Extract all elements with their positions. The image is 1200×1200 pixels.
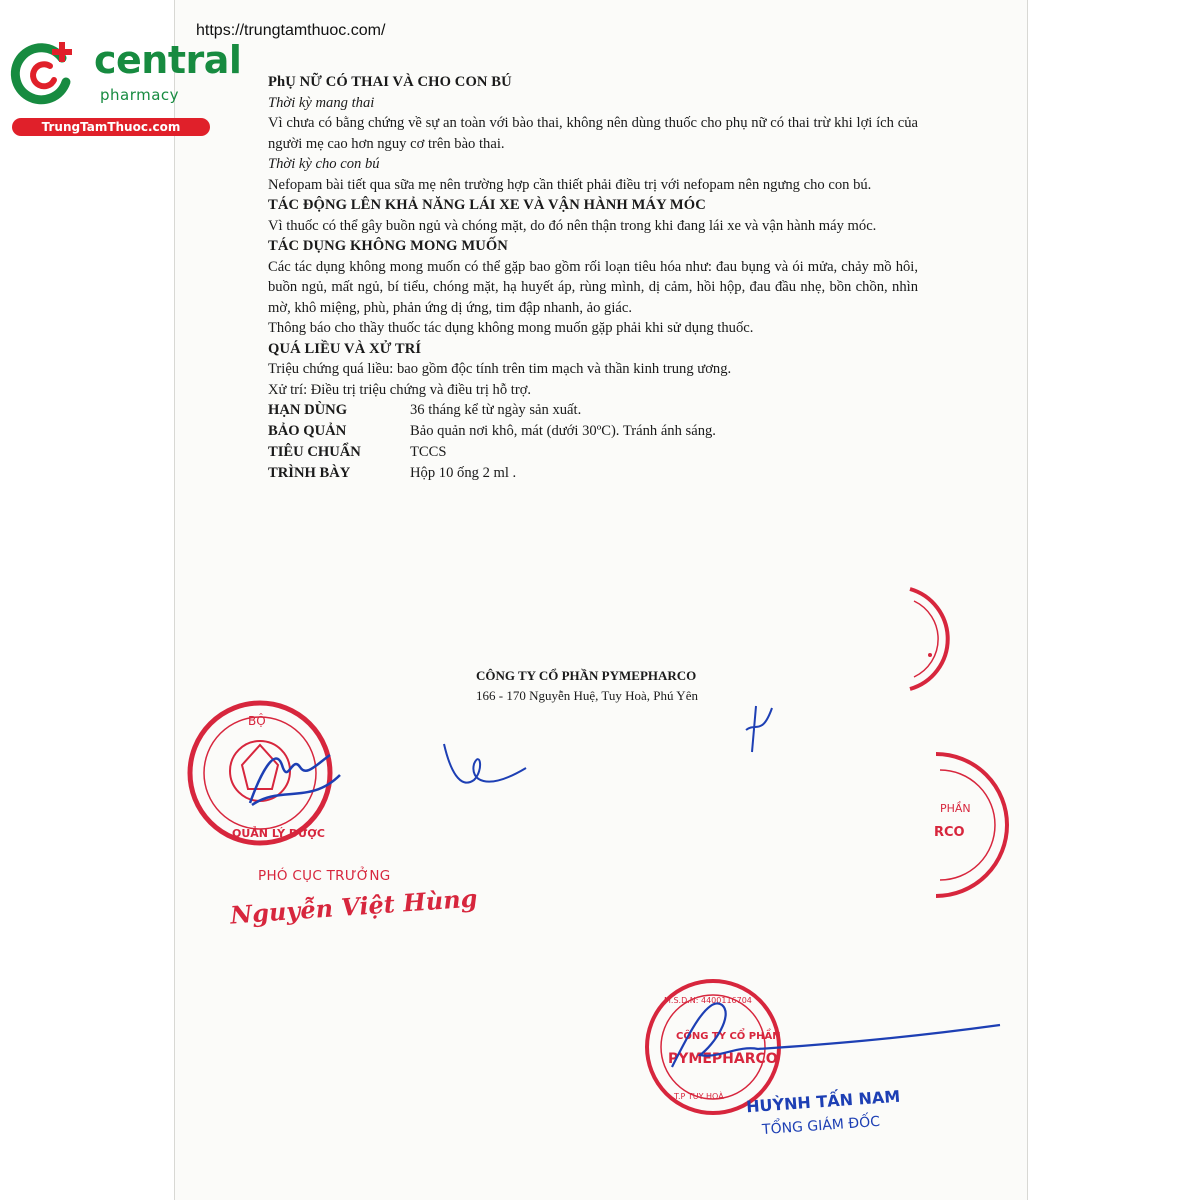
- signature-icon: [440, 740, 530, 800]
- spec-key: BẢO QUẢN: [268, 423, 347, 439]
- svg-text:M.S.D.N: 4400116704: M.S.D.N: 4400116704: [664, 996, 752, 1005]
- deputy-title: PHÓ CỤC TRƯỞNG: [258, 868, 391, 884]
- deputy-signature-name: Nguyễn Việt Hùng: [229, 883, 479, 930]
- company-address: 166 - 170 Nguyễn Huệ, Tuy Hoà, Phú Yên: [476, 688, 698, 703]
- partial-stamp-icon: [900, 585, 960, 695]
- svg-text:QUẢN LÝ DƯỢC: QUẢN LÝ DƯỢC: [232, 827, 325, 840]
- company-block: [476, 666, 698, 706]
- pregnancy-text: Vì chưa có bằng chứng về sự an toàn với bào thai, không nên dùng thuốc cho phụ nữ có thai trừ khi lợi ích của người mẹ cao hơn nguy cơ trên bào thai.: [268, 115, 918, 152]
- brand-subtitle: pharmacy: [100, 86, 180, 104]
- spec-value: 36 tháng kể từ ngày sản xuất.: [410, 402, 582, 418]
- svg-text:PYMEPHARCO: PYMEPHARCO: [668, 1051, 778, 1067]
- overdose-symptoms: Triệu chứng quá liều: bao gồm độc tính trên tim mạch và thần kinh trung ương.: [268, 361, 732, 377]
- spec-key: TIÊU CHUẨN: [268, 444, 361, 460]
- side-effects-heading: TÁC DỤNG KHÔNG MONG MUỐN: [268, 238, 508, 254]
- brand-site: TrungTamThuoc.com: [12, 118, 210, 136]
- svg-text:RCO: RCO: [934, 825, 965, 840]
- spec-key: HẠN DÙNG: [268, 402, 348, 418]
- overdose-heading: QUÁ LIỀU VÀ XỬ TRÍ: [268, 340, 422, 357]
- spec-value: TCCS: [410, 444, 447, 460]
- breastfeeding-text: Nefopam bài tiết qua sữa mẹ nên trường hợp cần thiết phải điều trị với nefopam nên ngưng cho con bú.: [268, 176, 872, 193]
- company-stamp-partial-icon: [930, 750, 1010, 900]
- driving-text: Vì thuốc có thể gây buồn ngủ và chóng mặt, do đó nên thận trong khi đang lái xe và vận hành máy móc.: [268, 217, 877, 234]
- spec-value: Bảo quản nơi khô, mát (dưới 30ºC). Tránh ánh sáng.: [410, 423, 716, 439]
- spec-row: [268, 421, 918, 442]
- svg-text:CÔNG TY CỔ PHẦN: CÔNG TY CỔ PHẦN: [676, 1031, 781, 1042]
- side-effects-text: Các tác dụng không mong muốn có thể gặp bao gồm rối loạn tiêu hóa như: đau bụng và ói mửa, chảy mồ hôi, buồn ngủ, mất ngủ, bí tiểu, chóng mặt, hạ huyết áp, rùng mình, dị cảm, hồi hộp, đau đầu nhẹ, bồn chồn, nhìn mờ, khô miệng, phù, phản ứng dị ứng, tim đập nhanh, ảo giác.: [268, 258, 918, 316]
- spec-row: [268, 400, 918, 421]
- ministry-stamp-icon: [180, 695, 350, 855]
- pregnancy-subheading: Thời kỳ mang thai: [268, 94, 375, 111]
- central-logo-icon: [10, 36, 80, 106]
- driving-heading: TÁC ĐỘNG LÊN KHẢ NĂNG LÁI XE VÀ VẬN HÀNH MÁY MÓC: [268, 197, 706, 213]
- director-title: TỔNG GIÁM ĐỐC: [761, 1113, 881, 1139]
- brand-name: central: [94, 38, 242, 82]
- director-name: HUỲNH TẤN NAM: [745, 1086, 901, 1117]
- side-effects-notice: Thông báo cho thầy thuốc tác dụng không mong muốn gặp phải khi sử dụng thuốc.: [268, 320, 754, 336]
- spec-row: [268, 463, 918, 484]
- pregnancy-heading: PhỤ NỮ CÓ THAI VÀ CHO CON BÚ: [268, 74, 512, 90]
- svg-text:BỘ: BỘ: [248, 714, 266, 728]
- spec-value: Hộp 10 ống 2 ml .: [410, 465, 517, 481]
- breastfeeding-subheading: Thời kỳ cho con bú: [268, 156, 380, 172]
- initial-signature-icon: [742, 700, 782, 755]
- overdose-treatment: Xử trí: Điều trị triệu chứng và điều trị hỗ trợ.: [268, 381, 532, 398]
- company-name: CÔNG TY CỔ PHẦN PYMEPHARCO: [476, 668, 697, 683]
- source-url[interactable]: https://trungtamthuoc.com/: [196, 22, 386, 39]
- spec-row: [268, 442, 918, 463]
- spec-key: TRÌNH BÀY: [268, 465, 351, 481]
- leaflet-content: [268, 72, 918, 484]
- svg-text:T.P TUY HOÀ: T.P TUY HOÀ: [674, 1092, 724, 1101]
- svg-text:PHẦN: PHẦN: [940, 802, 971, 815]
- brand-logo[interactable]: [10, 36, 242, 136]
